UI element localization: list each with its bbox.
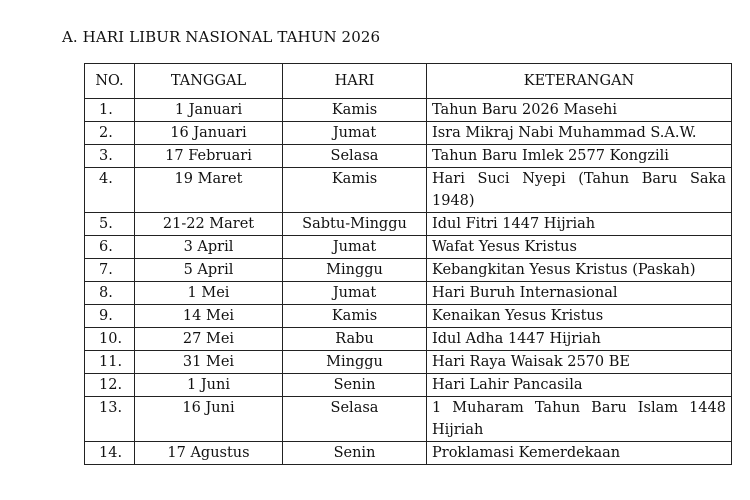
cell-keterangan: Kenaikan Yesus Kristus [427, 305, 732, 328]
cell-no: 9. [85, 305, 135, 328]
cell-no: 2. [85, 122, 135, 145]
cell-tanggal: 1 Mei [135, 282, 283, 305]
table-row [85, 99, 732, 122]
cell-keterangan: Isra Mikraj Nabi Muhammad S.A.W. [427, 122, 732, 145]
table-row [85, 168, 732, 213]
table-row [85, 282, 732, 305]
cell-no: 11. [85, 351, 135, 374]
cell-hari: Jumat [283, 236, 427, 259]
header-no: NO. [85, 64, 135, 99]
cell-hari: Minggu [283, 259, 427, 282]
cell-hari: Kamis [283, 168, 427, 213]
cell-keterangan: Kebangkitan Yesus Kristus (Paskah) [427, 259, 732, 282]
cell-hari: Jumat [283, 122, 427, 145]
cell-hari: Senin [283, 442, 427, 465]
table-row [85, 145, 732, 168]
cell-hari: Minggu [283, 351, 427, 374]
cell-tanggal: 16 Juni [135, 397, 283, 442]
holiday-table [84, 63, 732, 465]
table-row [85, 259, 732, 282]
cell-tanggal: 21-22 Maret [135, 213, 283, 236]
cell-hari: Sabtu-Minggu [283, 213, 427, 236]
cell-keterangan: Tahun Baru Imlek 2577 Kongzili [427, 145, 732, 168]
table-header-row [85, 64, 732, 99]
table-row [85, 122, 732, 145]
cell-tanggal: 1 Januari [135, 99, 283, 122]
cell-tanggal: 17 Februari [135, 145, 283, 168]
cell-no: 5. [85, 213, 135, 236]
table-row [85, 305, 732, 328]
cell-keterangan: Hari Lahir Pancasila [427, 374, 732, 397]
cell-keterangan: Wafat Yesus Kristus [427, 236, 732, 259]
cell-keterangan: Idul Adha 1447 Hijriah [427, 328, 732, 351]
table-row [85, 374, 732, 397]
table-row [85, 397, 732, 442]
cell-tanggal: 16 Januari [135, 122, 283, 145]
cell-hari: Senin [283, 374, 427, 397]
cell-hari: Kamis [283, 99, 427, 122]
header-hari: HARI [283, 64, 427, 99]
cell-hari: Selasa [283, 145, 427, 168]
cell-no: 7. [85, 259, 135, 282]
table-row [85, 328, 732, 351]
cell-keterangan: Hari Buruh Internasional [427, 282, 732, 305]
cell-hari: Kamis [283, 305, 427, 328]
cell-no: 10. [85, 328, 135, 351]
cell-no: 8. [85, 282, 135, 305]
cell-no: 6. [85, 236, 135, 259]
cell-tanggal: 1 Juni [135, 374, 283, 397]
cell-no: 4. [85, 168, 135, 213]
cell-tanggal: 17 Agustus [135, 442, 283, 465]
header-keterangan: KETERANGAN [427, 64, 732, 99]
cell-hari: Jumat [283, 282, 427, 305]
header-tanggal: TANGGAL [135, 64, 283, 99]
cell-keterangan: Hari Suci Nyepi (Tahun Baru Saka 1948) [427, 168, 732, 213]
cell-tanggal: 5 April [135, 259, 283, 282]
cell-no: 14. [85, 442, 135, 465]
table-row [85, 442, 732, 465]
cell-tanggal: 31 Mei [135, 351, 283, 374]
cell-tanggal: 14 Mei [135, 305, 283, 328]
cell-keterangan: 1 Muharam Tahun Baru Islam 1448 Hijriah [427, 397, 732, 442]
cell-hari: Rabu [283, 328, 427, 351]
cell-keterangan: Idul Fitri 1447 Hijriah [427, 213, 732, 236]
table-row [85, 213, 732, 236]
cell-no: 1. [85, 99, 135, 122]
cell-keterangan: Proklamasi Kemerdekaan [427, 442, 732, 465]
cell-no: 12. [85, 374, 135, 397]
cell-no: 13. [85, 397, 135, 442]
table-row [85, 236, 732, 259]
cell-tanggal: 19 Maret [135, 168, 283, 213]
cell-tanggal: 3 April [135, 236, 283, 259]
cell-no: 3. [85, 145, 135, 168]
cell-keterangan: Tahun Baru 2026 Masehi [427, 99, 732, 122]
section-title: A. HARI LIBUR NASIONAL TAHUN 2026 [62, 28, 381, 46]
cell-keterangan: Hari Raya Waisak 2570 BE [427, 351, 732, 374]
cell-hari: Selasa [283, 397, 427, 442]
table-row [85, 351, 732, 374]
cell-tanggal: 27 Mei [135, 328, 283, 351]
